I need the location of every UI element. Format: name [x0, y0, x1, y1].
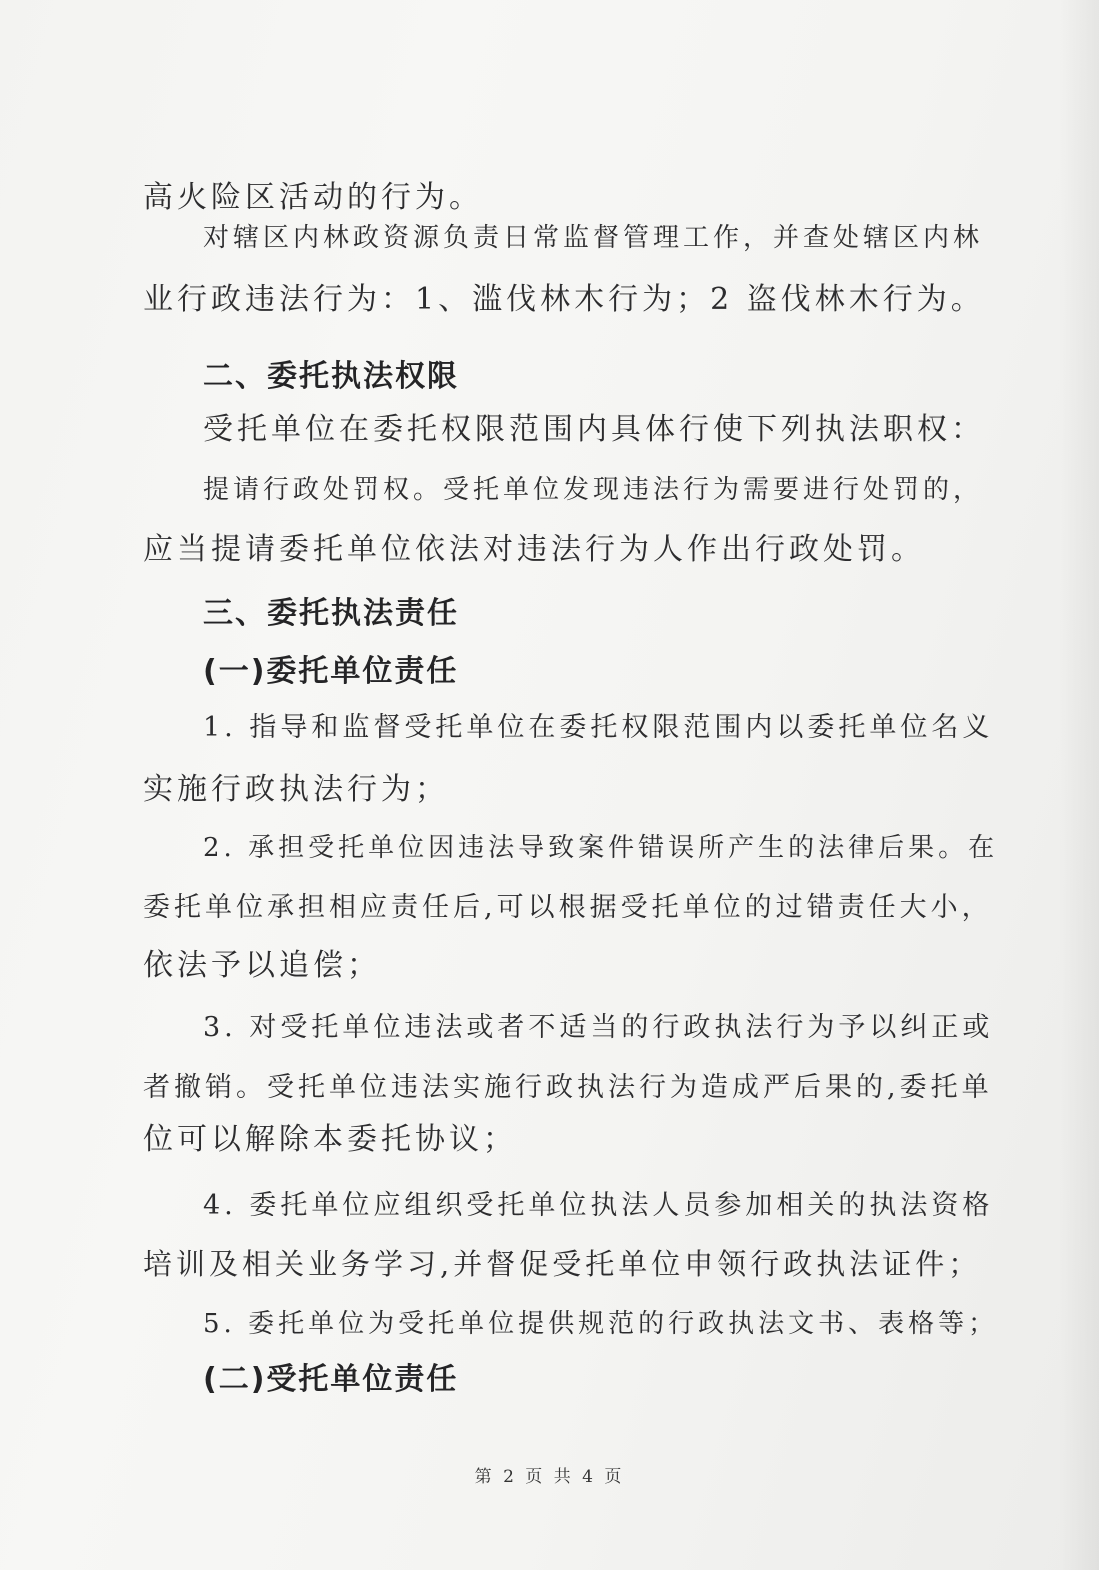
subsection-heading: (二)受托单位责任: [203, 1362, 459, 1397]
body-line: 业行政违法行为：1、滥伐林木行为；2 盗伐林木行为。: [143, 282, 985, 317]
body-line: 委托单位承担相应责任后,可以根据受托单位的过错责任大小，: [143, 892, 993, 923]
body-line: 应当提请委托单位依法对违法行为人作出行政处罚。: [143, 532, 925, 567]
paragraph-first-line: 受托单位在委托权限范围内具体行使下列执法职权：: [203, 412, 985, 447]
body-line: 高火险区活动的行为。: [143, 180, 483, 215]
list-item: 1. 指导和监督受托单位在委托权限范围内以委托单位名义: [203, 712, 994, 743]
list-item: 3. 对受托单位违法或者不适当的行政执法行为予以纠正或: [203, 1012, 994, 1043]
body-line: 培训及相关业务学习,并督促受托单位申领行政执法证件；: [143, 1247, 982, 1281]
subsection-heading: (一)委托单位责任: [203, 654, 459, 689]
list-item: 2. 承担受托单位因违法导致案件错误所产生的法律后果。在: [203, 833, 999, 863]
body-line: 位可以解除本委托协议；: [143, 1122, 517, 1157]
paragraph-first-line: 对辖区内林政资源负责日常监督管理工作，并查处辖区内林: [203, 223, 984, 253]
body-line: 实施行政执法行为；: [143, 772, 449, 807]
page-number-footer: 第 2 页 共 4 页: [474, 1467, 625, 1487]
list-item: 5. 委托单位为受托单位提供规范的行政执法文书、表格等；: [203, 1309, 999, 1339]
paragraph-first-line: 提请行政处罚权。受托单位发现违法行为需要进行处罚的，: [203, 475, 984, 505]
body-line: 依法予以追偿；: [143, 948, 381, 983]
section-heading: 二、委托执法权限: [203, 359, 459, 394]
body-line: 者撤销。受托单位违法实施行政执法行为造成严后果的,委托单: [143, 1072, 993, 1103]
section-heading: 三、委托执法责任: [203, 596, 459, 631]
list-item: 4. 委托单位应组织受托单位执法人员参加相关的执法资格: [203, 1190, 994, 1221]
